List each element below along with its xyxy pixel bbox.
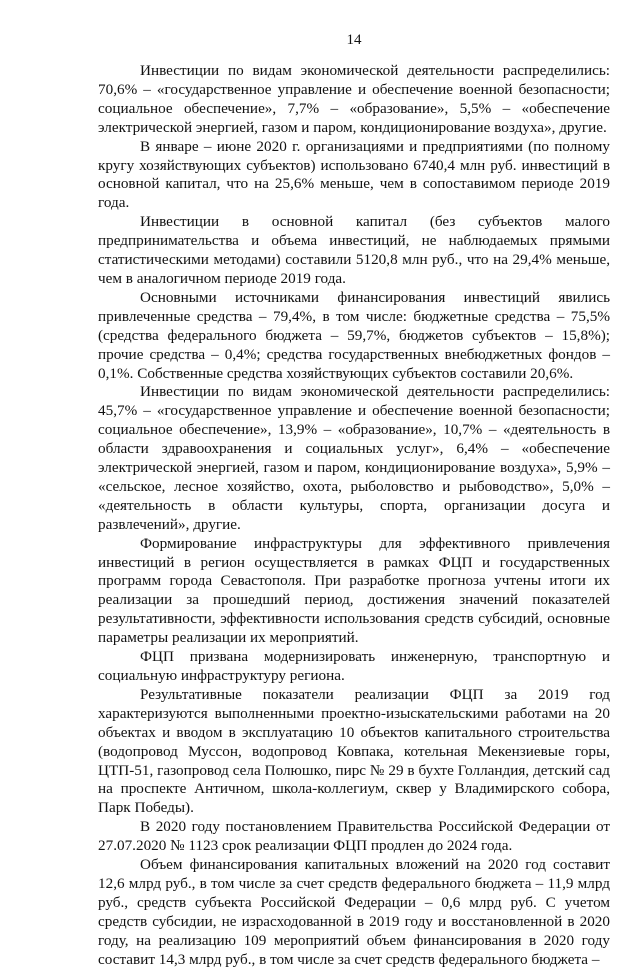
page-number: 14 [346, 32, 362, 48]
paragraph-investment-by-activity-1: Инвестиции по видам экономической деятельности распределились: 70,6% – «государственное управление и обеспечение военной безопасности; социальное обеспечение», 7,7% – «образование», 5,5% – «обеспечение электрической энергией, газом и паром, кондиционирование воздуха», другие. [98, 62, 610, 136]
paragraph-fcp-extension: В 2020 году постановлением Правительства Российской Федерации от 27.07.2020 № 1123 срок реализации ФЦП продлен до 2024 года. [98, 818, 610, 855]
paragraph-infrastructure: Формирование инфраструктуры для эффективного привлечения инвестиций в регион осуществляется в рамках ФЦП и государственных программ города Севастополя. При разработке прогноза учтены итоги их реализации за прошедший период, достижения значений показателей результативности, эффективности использования средств субсидий, основные параметры реализации их мероприятий. [98, 534, 610, 647]
paragraph-investment-by-activity-2: Инвестиции по видам экономической деятельности распределились: 45,7% – «государственное управление и обеспечение военной безопасности; социальное обеспечение», 13,9% – «образование», 10,7% – «деятельность в области здравоохранения и социальных услуг», 6,4% – «обеспечение электрической энергией, газом и паром, кондиционирование воздуха», 5,9% – «сельское, лесное хозяйство, охота, рыболовство и рыбоводство», 5,0% – «деятельность в области культуры, спорта, организации досуга и развлечений», другие. [98, 383, 610, 533]
paragraph-jan-jun-2020: В январе – июне 2020 г. организациями и предприятиями (по полному кругу хозяйствующих субъектов) использовано 6740,4 млн руб. инвестиций в основной капитал, что на 25,6% меньше, чем в сопоставимом периоде 2019 года. [98, 137, 610, 212]
paragraph-fcp-results-2019: Результативные показатели реализации ФЦП за 2019 год характеризуются выполненными проектно-изыскательскими работами на 20 объектах и вводом в эксплуатацию 10 объектов капитального строительства (водопровод Муссон, водопровод Ковпака, котельная Мекензиевые горы, ЦТП-51, газопровод села Полюшко, пирс № 29 в бухте Голландия, детский сад на проспекте Античном, школа-коллегиум, сквер у Владимирского собора, Парк Победы). [98, 685, 610, 817]
paragraph-fcp-purpose: ФЦП призвана модернизировать инженерную, транспортную и социальную инфраструктуру региона. [98, 648, 610, 684]
paragraph-financing-2020: Объем финансирования капитальных вложений на 2020 год составит 12,6 млрд руб., в том числе за счет средств федерального бюджета – 11,9 млрд руб., средств субъекта Российской Федерации – 0,6 млрд руб. С учетом средств субсидии, не израсходованной в 2019 году и восстановленной в 2020 году, на реализацию 109 мероприятий объем финансирования в 2020 году составит 14,3 млрд руб., в том числе за счет средств федерального бюджета – [98, 856, 610, 968]
paragraph-fixed-capital: Инвестиции в основной капитал (без субъектов малого предпринимательства и объема инвестиций, не наблюдаемых прямыми статистическими методами) составили 5120,8 млн руб., что на 29,4% меньше, чем в аналогичном периоде 2019 года. [98, 213, 610, 287]
paragraph-funding-sources: Основными источниками финансирования инвестиций явились привлеченные средства – 79,4%, в том числе: бюджетные средства – 75,5% (средства федерального бюджета – 59,7%, бюджетов субъектов – 15,8%); прочие средства – 0,4%; средства государственных внебюджетных фондов – 0,1%. Собственные средства хозяйствующих субъектов составили 20,6%. [98, 288, 610, 382]
